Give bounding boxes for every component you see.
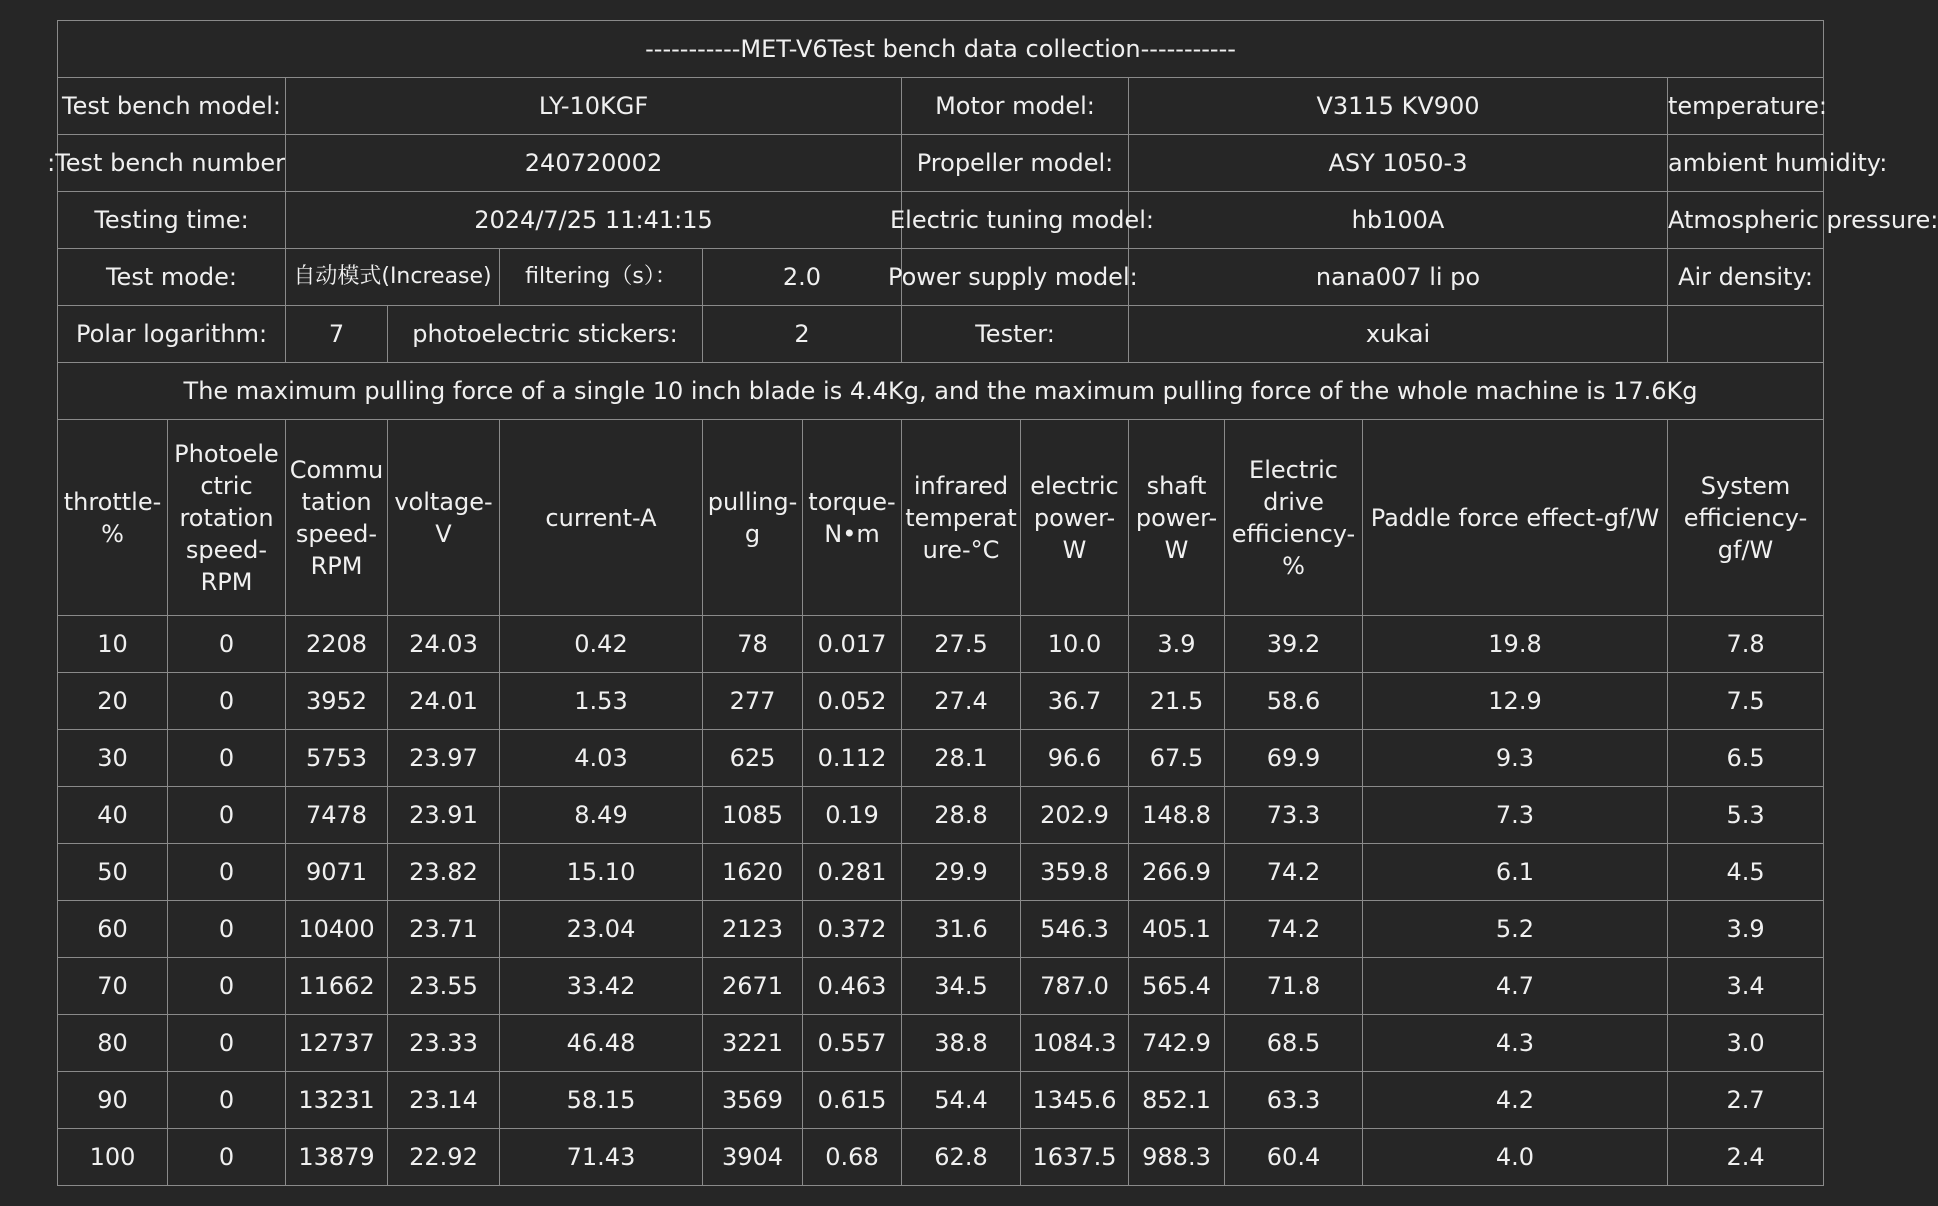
table-cell: 2123 <box>703 901 803 958</box>
data-rows <box>58 616 1824 1186</box>
table-cell: 90 <box>58 1072 168 1129</box>
test-bench-model-label: Test bench model: <box>58 78 286 135</box>
table-cell: 1084.3 <box>1021 1015 1129 1072</box>
table-cell: 0 <box>168 730 286 787</box>
table-cell: 4.2 <box>1363 1072 1668 1129</box>
column-header-line: ctric <box>200 471 253 500</box>
column-header-line: pulling- <box>707 487 798 516</box>
info-row <box>58 249 1824 306</box>
table-cell: 80 <box>58 1015 168 1072</box>
table-cell: 1.53 <box>500 673 703 730</box>
table-cell: 277 <box>703 673 803 730</box>
table-cell: 27.5 <box>902 616 1021 673</box>
info-row <box>58 306 1824 363</box>
table-cell: 5.3 <box>1668 787 1824 844</box>
air-density-label: Air density: <box>1668 249 1824 306</box>
table-cell: 21.5 <box>1129 673 1225 730</box>
table-cell: 5753 <box>286 730 388 787</box>
table-cell: 7.5 <box>1668 673 1824 730</box>
column-header <box>902 420 1021 616</box>
table-cell: 0.42 <box>500 616 703 673</box>
column-header-line: Electric <box>1249 455 1338 484</box>
table-cell: 23.04 <box>500 901 703 958</box>
table-cell: 13231 <box>286 1072 388 1129</box>
table-cell: 50 <box>58 844 168 901</box>
table-cell: 6.1 <box>1363 844 1668 901</box>
esc-model-label: Electric tuning model: <box>890 205 1154 234</box>
table-cell: 1345.6 <box>1021 1072 1129 1129</box>
table-cell: 15.10 <box>500 844 703 901</box>
table-cell: 23.71 <box>388 901 500 958</box>
table-cell: 9071 <box>286 844 388 901</box>
table-cell: 625 <box>703 730 803 787</box>
test-bench-model-value: LY-10KGF <box>286 78 902 135</box>
power-supply-label: Power supply model: <box>888 262 1138 291</box>
table-cell: 0.052 <box>803 673 902 730</box>
column-header <box>1668 420 1824 616</box>
motor-model-value: V3115 KV900 <box>1129 78 1668 135</box>
summary-row <box>58 363 1824 420</box>
table-cell: 7.8 <box>1668 616 1824 673</box>
table-cell: 8.49 <box>500 787 703 844</box>
column-header-line: speed- <box>295 519 378 548</box>
table-cell: 67.5 <box>1129 730 1225 787</box>
table-row <box>58 616 1824 673</box>
column-header-line: N•m <box>824 519 880 548</box>
column-header-line: efficiency- <box>1231 519 1356 548</box>
propeller-model-label: Propeller model: <box>902 135 1129 192</box>
table-cell: 68.5 <box>1225 1015 1363 1072</box>
column-header <box>168 420 286 616</box>
column-header-line: throttle- <box>63 487 162 516</box>
table-cell: 7.3 <box>1363 787 1668 844</box>
table-cell: 7478 <box>286 787 388 844</box>
column-header-line: drive <box>1263 487 1324 516</box>
polar-value: 7 <box>286 306 388 363</box>
title-row <box>58 21 1824 78</box>
column-header-line: Paddle force effect-gf/W <box>1370 503 1660 532</box>
table-cell: 1637.5 <box>1021 1129 1129 1186</box>
table-cell: 6.5 <box>1668 730 1824 787</box>
column-header-line: Commu <box>289 455 384 484</box>
table-cell: 28.1 <box>902 730 1021 787</box>
table-cell: 0.281 <box>803 844 902 901</box>
tester-value: xukai <box>1129 306 1668 363</box>
table-cell: 10400 <box>286 901 388 958</box>
table-cell: 852.1 <box>1129 1072 1225 1129</box>
testing-time-label: Testing time: <box>58 192 286 249</box>
info-row <box>58 135 1824 192</box>
table-cell: 0 <box>168 1129 286 1186</box>
table-cell: 10.0 <box>1021 616 1129 673</box>
propeller-model-value: ASY 1050-3 <box>1129 135 1668 192</box>
filtering-label: filtering（s）： <box>500 249 703 306</box>
table-cell: 39.2 <box>1225 616 1363 673</box>
table-cell: 0 <box>168 616 286 673</box>
column-header <box>1225 420 1363 616</box>
column-header-line: temperat <box>905 503 1017 532</box>
table-row <box>58 1015 1824 1072</box>
table-cell: 0 <box>168 1015 286 1072</box>
table-cell: 74.2 <box>1225 844 1363 901</box>
table-cell: 23.91 <box>388 787 500 844</box>
table-row <box>58 901 1824 958</box>
column-header-line: voltage- <box>394 487 493 516</box>
column-header <box>1129 420 1225 616</box>
table-cell: 0.372 <box>803 901 902 958</box>
table-cell: 58.6 <box>1225 673 1363 730</box>
table-cell: 565.4 <box>1129 958 1225 1015</box>
test-bench-number-value: 240720002 <box>286 135 902 192</box>
table-cell: 46.48 <box>500 1015 703 1072</box>
table-cell: 0 <box>168 1072 286 1129</box>
column-header-line: g <box>744 519 761 548</box>
stickers-value: 2 <box>703 306 902 363</box>
column-header-line: RPM <box>200 567 253 596</box>
table-cell: 38.8 <box>902 1015 1021 1072</box>
column-header-line: power- <box>1135 503 1218 532</box>
table-cell: 11662 <box>286 958 388 1015</box>
table-cell: 0.017 <box>803 616 902 673</box>
table-cell: 19.8 <box>1363 616 1668 673</box>
column-header-line: % <box>101 519 124 548</box>
column-header-line: tation <box>301 487 372 516</box>
table-cell: 22.92 <box>388 1129 500 1186</box>
column-header <box>803 420 902 616</box>
table-cell: 3.0 <box>1668 1015 1824 1072</box>
table-cell: 73.3 <box>1225 787 1363 844</box>
column-header-line: torque- <box>808 487 896 516</box>
temperature-label: temperature: <box>1668 78 1824 135</box>
polar-label: Polar logarithm: <box>58 306 286 363</box>
column-header-line: efficiency- <box>1683 503 1808 532</box>
column-header-line: Photoele <box>174 439 279 468</box>
table-cell: 0.68 <box>803 1129 902 1186</box>
test-mode-value: 自动模式(Increase) <box>286 249 500 306</box>
column-header-line: W <box>1062 535 1087 564</box>
table-row <box>58 958 1824 1015</box>
table-cell: 62.8 <box>902 1129 1021 1186</box>
table-cell: 4.0 <box>1363 1129 1668 1186</box>
column-header-line: % <box>1282 551 1305 580</box>
table-cell: 3.4 <box>1668 958 1824 1015</box>
table-cell: 359.8 <box>1021 844 1129 901</box>
filtering-value: 2.0 <box>703 249 902 306</box>
table-cell: 69.9 <box>1225 730 1363 787</box>
column-header <box>388 420 500 616</box>
column-header <box>703 420 803 616</box>
column-header-line: infrared <box>913 471 1009 500</box>
column-header <box>58 420 168 616</box>
table-cell: 71.43 <box>500 1129 703 1186</box>
table-cell: 34.5 <box>902 958 1021 1015</box>
table-title: -----------MET-V6Test bench data collection----------- <box>58 21 1824 78</box>
table-cell: 24.03 <box>388 616 500 673</box>
table-cell: 546.3 <box>1021 901 1129 958</box>
table-cell: 988.3 <box>1129 1129 1225 1186</box>
table-row <box>58 1072 1824 1129</box>
table-cell: 202.9 <box>1021 787 1129 844</box>
summary-text: The maximum pulling force of a single 10 inch blade is 4.4Kg, and the maximum pulling force of the whole machine is 17.6Kg <box>58 363 1824 420</box>
table-cell: 0 <box>168 787 286 844</box>
table-cell: 3952 <box>286 673 388 730</box>
column-header-line: W <box>1164 535 1189 564</box>
table-cell: 2.7 <box>1668 1072 1824 1129</box>
table-cell: 0 <box>168 901 286 958</box>
power-supply-value: nana007 li po <box>1129 249 1668 306</box>
table-cell: 0.615 <box>803 1072 902 1129</box>
table-cell: 2671 <box>703 958 803 1015</box>
column-header <box>1021 420 1129 616</box>
table-cell: 148.8 <box>1129 787 1225 844</box>
table-cell: 742.9 <box>1129 1015 1225 1072</box>
column-header-line: current-A <box>545 503 657 532</box>
table-cell: 54.4 <box>902 1072 1021 1129</box>
esc-model-value: hb100A <box>1129 192 1668 249</box>
column-header <box>1363 420 1668 616</box>
table-cell: 24.01 <box>388 673 500 730</box>
table-cell: 12.9 <box>1363 673 1668 730</box>
table-cell: 0.557 <box>803 1015 902 1072</box>
humidity-label: ambient humidity: <box>1668 135 1824 192</box>
table-cell: 27.4 <box>902 673 1021 730</box>
table-cell: 71.8 <box>1225 958 1363 1015</box>
empty-cell <box>1668 306 1824 363</box>
table-cell: 36.7 <box>1021 673 1129 730</box>
motor-model-label: Motor model: <box>902 78 1129 135</box>
pressure-label: Atmospheric pressure: <box>1668 192 1824 249</box>
table-cell: 2208 <box>286 616 388 673</box>
table-row <box>58 787 1824 844</box>
table-cell: 78 <box>703 616 803 673</box>
table-cell: 4.7 <box>1363 958 1668 1015</box>
info-row <box>58 78 1824 135</box>
test-bench-number-label: Test bench number: <box>47 148 285 177</box>
table-cell: 33.42 <box>500 958 703 1015</box>
table-cell: 74.2 <box>1225 901 1363 958</box>
table-cell: 266.9 <box>1129 844 1225 901</box>
table-cell: 10 <box>58 616 168 673</box>
table-cell: 0.112 <box>803 730 902 787</box>
table-cell: 63.3 <box>1225 1072 1363 1129</box>
table-cell: 4.3 <box>1363 1015 1668 1072</box>
table-row <box>58 730 1824 787</box>
table-cell: 0 <box>168 673 286 730</box>
column-header-line: speed- <box>185 535 268 564</box>
table-cell: 23.97 <box>388 730 500 787</box>
table-cell: 96.6 <box>1021 730 1129 787</box>
table-cell: 4.03 <box>500 730 703 787</box>
table-cell: 12737 <box>286 1015 388 1072</box>
table-cell: 0 <box>168 844 286 901</box>
table-cell: 0.463 <box>803 958 902 1015</box>
column-header-line: RPM <box>310 551 363 580</box>
column-header <box>286 420 388 616</box>
table-cell: 23.14 <box>388 1072 500 1129</box>
testing-time-value: 2024/7/25 11:41:15 <box>286 192 902 249</box>
table-cell: 4.5 <box>1668 844 1824 901</box>
table-cell: 23.33 <box>388 1015 500 1072</box>
table-row <box>58 844 1824 901</box>
table-cell: 30 <box>58 730 168 787</box>
table-cell: 0.19 <box>803 787 902 844</box>
test-bench-data-table <box>47 20 1938 1186</box>
table-cell: 3904 <box>703 1129 803 1186</box>
table-cell: 40 <box>58 787 168 844</box>
column-header-line: shaft <box>1146 471 1207 500</box>
tester-label: Tester: <box>902 306 1129 363</box>
table-cell: 60 <box>58 901 168 958</box>
table-cell: 70 <box>58 958 168 1015</box>
table-cell: 1085 <box>703 787 803 844</box>
table-cell: 20 <box>58 673 168 730</box>
table-cell: 23.55 <box>388 958 500 1015</box>
table-cell: 2.4 <box>1668 1129 1824 1186</box>
table-cell: 60.4 <box>1225 1129 1363 1186</box>
column-header-line: System <box>1700 471 1791 500</box>
stickers-label: photoelectric stickers: <box>388 306 703 363</box>
table-row <box>58 673 1824 730</box>
column-header-row <box>58 420 1824 616</box>
column-header-line: power- <box>1033 503 1116 532</box>
test-mode-label: Test mode: <box>58 249 286 306</box>
table-cell: 23.82 <box>388 844 500 901</box>
column-header-line: electric <box>1030 471 1119 500</box>
table-row <box>58 1129 1824 1186</box>
column-header <box>500 420 703 616</box>
table-cell: 13879 <box>286 1129 388 1186</box>
table-cell: 100 <box>58 1129 168 1186</box>
info-row <box>58 192 1824 249</box>
table-cell: 5.2 <box>1363 901 1668 958</box>
table-cell: 405.1 <box>1129 901 1225 958</box>
table-cell: 29.9 <box>902 844 1021 901</box>
table-cell: 58.15 <box>500 1072 703 1129</box>
table-cell: 9.3 <box>1363 730 1668 787</box>
table-cell: 0 <box>168 958 286 1015</box>
column-header-line: V <box>435 519 452 548</box>
table-cell: 28.8 <box>902 787 1021 844</box>
table-cell: 3.9 <box>1668 901 1824 958</box>
table-cell: 31.6 <box>902 901 1021 958</box>
table-cell: 3.9 <box>1129 616 1225 673</box>
table-cell: 787.0 <box>1021 958 1129 1015</box>
column-header-line: rotation <box>179 503 274 532</box>
column-header-line: ure-°C <box>922 535 1000 564</box>
column-header-line: gf/W <box>1717 535 1774 564</box>
table-cell: 3569 <box>703 1072 803 1129</box>
table-cell: 1620 <box>703 844 803 901</box>
table-cell: 3221 <box>703 1015 803 1072</box>
